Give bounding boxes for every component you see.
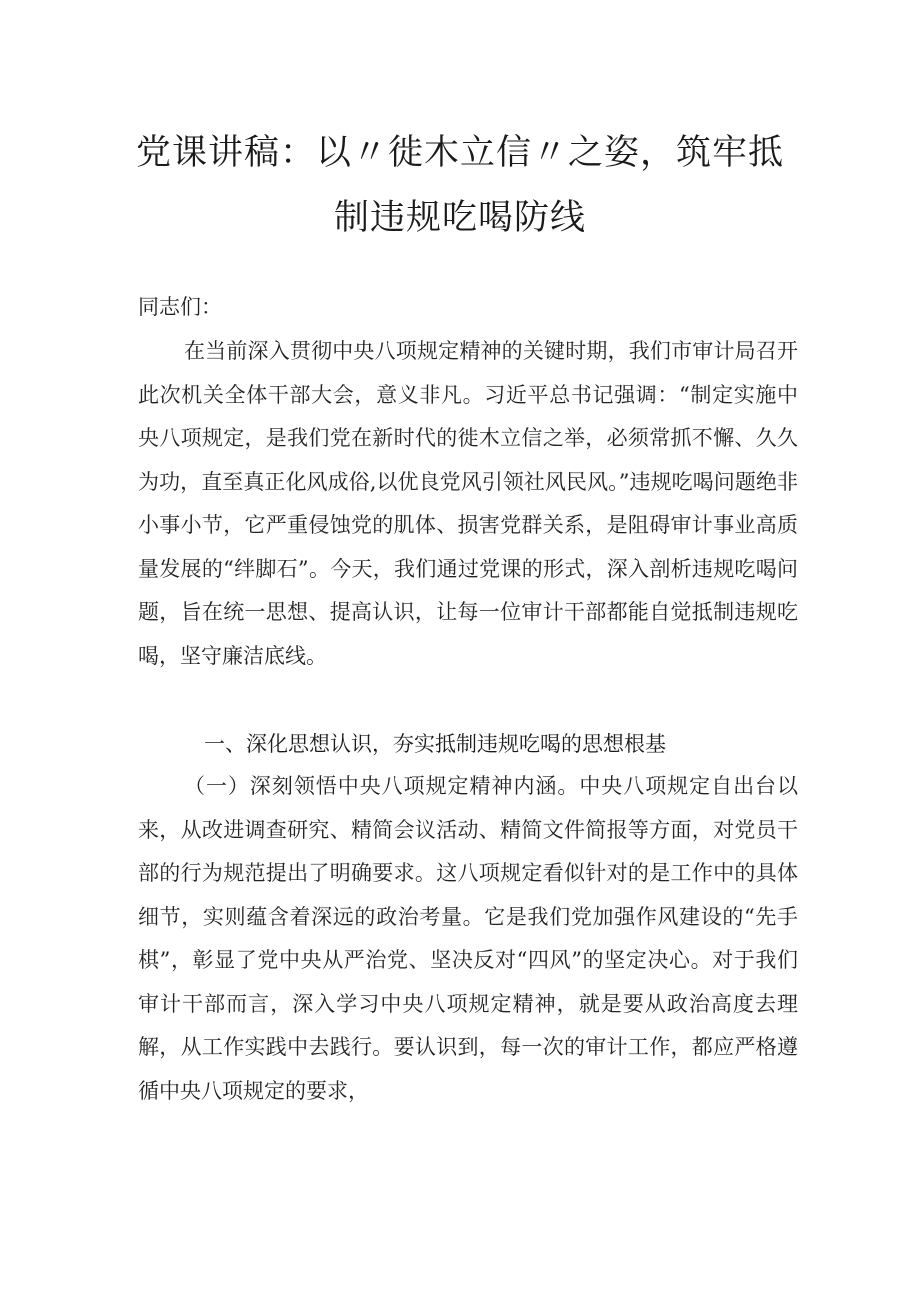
paragraph-section-1-1: （一）深刻领悟中央八项规定精神内涵。中央八项规定自出台以来，从改进调查研究、精简会议活动、精简文件简报等方面，对党员干部的行为规范提出了明确要求。这八项规定看似针对的是工作中的具体细节，实则蕴含着深远的政治考量。它是我们党加强作风建设的“先手棋”，彰显了党中央从严治党、坚决反对“四风”的坚定决心。对于我们审计干部而言，深入学习中央八项规定精神，就是要从政治高度去理解，从工作实践中去践行。要认识到，每一次的审计工作，都应严格遵循中央八项规定的要求， <box>138 774 798 1103</box>
document-title-line-2: 制违规吃喝防线 <box>333 198 586 238</box>
section-heading-1: 一、深化思想认识，夯实抵制违规吃喝的思想根基 <box>204 732 666 756</box>
document-title-line-1: 党课讲稿：以〃徙木立信〃之姿，筑牢抵 <box>135 133 784 173</box>
greeting: 同志们： <box>138 295 222 319</box>
paragraph-intro: 在当前深入贯彻中央八项规定精神的关键时期，我们市审计局召开此次机关全体干部大会，意义非凡。习近平总书记强调：“制定实施中央八项规定，是我们党在新时代的徙木立信之举，必须常抓不懈、久久为功，直至真正化风成俗,以优良党风引领社风民风。”违规吃喝问题绝非小事小节，它严重侵蚀党的肌体、损害党群关系，是阻碍审计事业高质量发展的“绊脚石”。今天，我们通过党课的形式，深入剖析违规吃喝问题，旨在统一思想、提高认识，让每一位审计干部都能自觉抵制违规吃喝，坚守廉洁底线。 <box>138 339 798 668</box>
